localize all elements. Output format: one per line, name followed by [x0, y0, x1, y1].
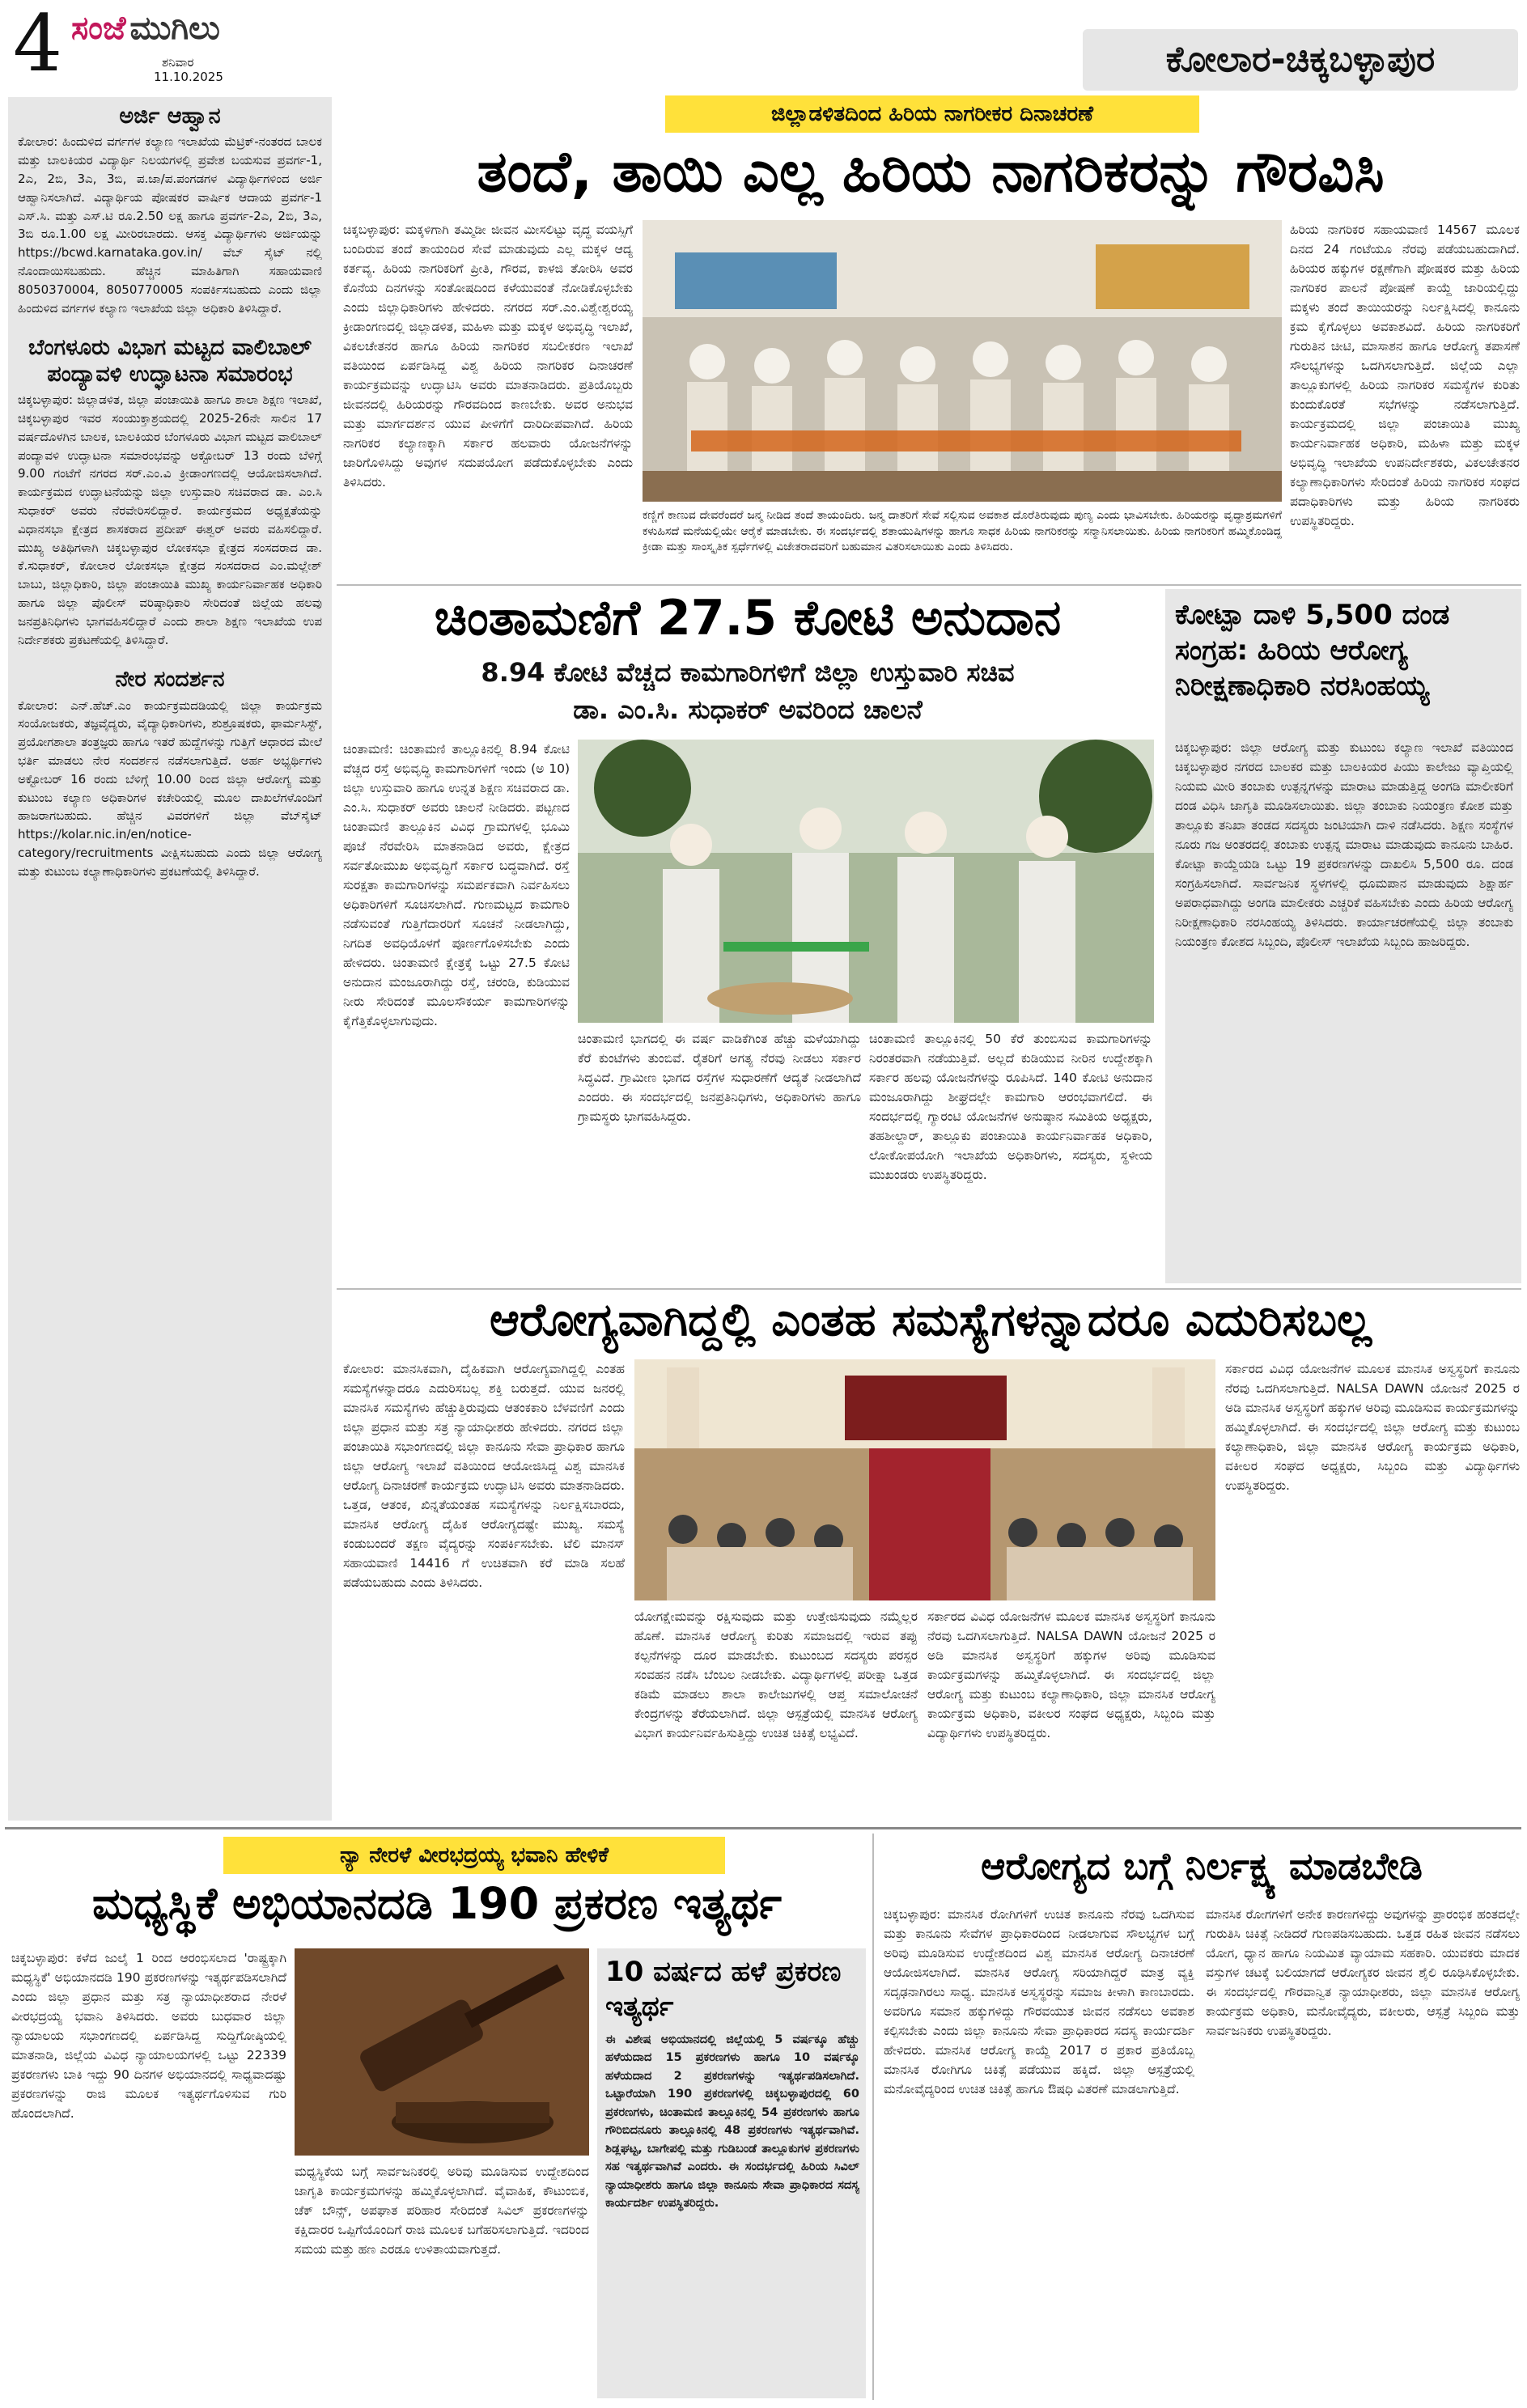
story2-headline: ಚಿಂತಾಮಣಿಗೆ 27.5 ಕೋಟಿ ಅನುದಾನ: [434, 590, 1062, 647]
logo-part1: ಸಂಜೆ: [71, 10, 126, 47]
story4-headline: ಆರೋಗ್ಯವಾಗಿದ್ದಲ್ಲಿ ಎಂತಹ ಸಮಸ್ಯೆಗಳನ್ನಾದರೂ ಎದುರಿಸಬಲ್ಲ: [490, 1294, 1372, 1346]
story5-body-middle: ಮಧ್ಯಸ್ಥಿಕೆಯ ಬಗ್ಗೆ ಸಾರ್ವಜನಿಕರಲ್ಲಿ ಅರಿವು ಮೂಡಿಸುವ ಉದ್ದೇಶದಿಂದ ಜಾಗೃತಿ ಕಾರ್ಯಕ್ರಮಗಳನ್ನು ಹಮ್ಮಿಕೊಳ್ಳಲಾಗಿದೆ. ವೈವಾಹಿಕ, ಕೌಟುಂಬಿಕ, ಚೆಕ್ ಬೌನ್ಸ್, ಅಪಘಾತ ಪರಿಹಾರ ಸೇರಿದಂತೆ ಸಿವಿಲ್ ಪ್ರಕರಣಗಳನ್ನು ಕಕ್ಷಿದಾರರ ಒಪ್ಪಿಗೆಯೊಂದಿಗೆ ರಾಜಿ ಮೂಲಕ ಬಗೆಹರಿಸಲಾಗುತ್ತಿದೆ. ಇದರಿಂದ ಸಮಯ ಮತ್ತು ಹಣ ಎರಡೂ ಉಳಿತಾಯವಾಗುತ್ತದೆ.: [295, 2164, 589, 2258]
story4-body-middle-2: ಸರ್ಕಾರದ ವಿವಿಧ ಯೋಜನೆಗಳ ಮೂಲಕ ಮಾನಸಿಕ ಅಸ್ವಸ್ಥರಿಗೆ ಕಾನೂನು ನೆರವು ಒದಗಿಸಲಾಗುತ್ತಿದೆ. NALSA DAWN ಯೋಜನೆ 2025 ರ ಅಡಿ ಮಾನಸಿಕ ಅಸ್ವಸ್ಥರಿಗೆ ಹಕ್ಕುಗಳ ಅರಿವು ಮೂಡಿಸುವ ಕಾರ್ಯಕ್ರಮಗಳನ್ನು ಹಮ್ಮಿಕೊಳ್ಳಲಾಗಿದೆ. ಈ ಸಂದರ್ಭದಲ್ಲಿ ಜಿಲ್ಲಾ ಆರೋಗ್ಯ ಮತ್ತು ಕುಟುಂಬ ಕಲ್ಯಾಣಾಧಿಕಾರಿ, ಜಿಲ್ಲಾ ಮಾನಸಿಕ ಆರೋಗ್ಯ ಕಾರ್ಯಕ್ರಮ ಅಧಿಕಾರಿ, ವಕೀಲರ ಸಂಘದ ಅಧ್ಯಕ್ಷರು, ಸಿಬ್ಬಂದಿ ಮತ್ತು ವಿದ್ಯಾರ್ಥಿಗಳು ಉಪಸ್ಥಿತರಿದ್ದರು.: [927, 1609, 1215, 1741]
story4-photo: [634, 1359, 1215, 1600]
story2-photo: [578, 740, 1154, 1023]
newspaper-logo: [71, 10, 274, 57]
story3-body: ಚಿಕ್ಕಬಳ್ಳಾಪುರ: ಜಿಲ್ಲಾ ಆರೋಗ್ಯ ಮತ್ತು ಕುಟುಂಬ ಕಲ್ಯಾಣ ಇಲಾಖೆ ವತಿಯಿಂದ ಚಿಕ್ಕಬಳ್ಳಾಪುರ ನಗರದ ಬಾಲಕರ ಮತ್ತು ಬಾಲಕಿಯರ ಪಿಯು ಕಾಲೇಜು ವ್ಯಾಪ್ತಿಯಲ್ಲಿ ನಿಯಮ ಮೀರಿ ತಂಬಾಕು ಉತ್ಪನ್ನಗಳನ್ನು ಮಾರಾಟ ಮಾಡುತ್ತಿದ್ದ ಅಂಗಡಿ ಮಾಲೀಕರಿಗೆ ದಂಡ ವಿಧಿಸಿ ಜಾಗೃತಿ ಮೂಡಿಸಲಾಯಿತು. ಜಿಲ್ಲಾ ತಂಬಾಕು ನಿಯಂತ್ರಣ ಕೋಶ ಮತ್ತು ತಾಲ್ಲೂಕು ತನಿಖಾ ತಂಡದ ಸದಸ್ಯರು ಜಂಟಿಯಾಗಿ ದಾಳಿ ನಡೆಸಿದರು. ಶಿಕ್ಷಣ ಸಂಸ್ಥೆಗಳ ನೂರು ಗಜ ಅಂತರದಲ್ಲಿ ತಂಬಾಕು ಉತ್ಪನ್ನ ಮಾರಾಟ ಮಾಡುವುದು ಕಾನೂನು ಬಾಹಿರ. ಕೋಟ್ಪಾ ಕಾಯ್ದೆಯಡಿ ಒಟ್ಟು 19 ಪ್ರಕರಣಗಳನ್ನು ದಾಖಲಿಸಿ 5,500 ರೂ. ದಂಡ ಸಂಗ್ರಹಿಸಲಾಗಿದೆ. ಸಾರ್ವಜನಿಕ ಸ್ಥಳಗಳಲ್ಲಿ ಧೂಮಪಾನ ಮಾಡುವುದು ಶಿಕ್ಷಾರ್ಹ ಅಪರಾಧವಾಗಿದ್ದು ಅಂಗಡಿ ಮಾಲೀಕರು ಎಚ್ಚರಿಕೆ ವಹಿಸಬೇಕು ಎಂದು ಹಿರಿಯ ಆರೋಗ್ಯ ನಿರೀಕ್ಷಣಾಧಿಕಾರಿ ನರಸಿಂಹಯ್ಯ ತಿಳಿಸಿದರು. ಕಾರ್ಯಾಚರಣೆಯಲ್ಲಿ ಜಿಲ್ಲಾ ತಂಬಾಕು ನಿಯಂತ್ರಣ ಕೋಶದ ಸಿಬ್ಬಂದಿ, ಪೊಲೀಸ್ ಇಲಾಖೆಯ ಸಿಬ್ಬಂದಿ ಹಾಜರಿದ್ದರು.: [1175, 740, 1513, 950]
story6-headline: ಆರೋಗ್ಯದ ಬಗ್ಗೆ ನಿರ್ಲಕ್ಷ್ಯ ಮಾಡಬೇಡಿ: [981, 1844, 1423, 1888]
interview-body: ಕೋಲಾರ: ಎನ್.ಹೆಚ್.ಎಂ ಕಾರ್ಯಕ್ರಮದಡಿಯಲ್ಲಿ ಜಿಲ್ಲಾ ಕಾರ್ಯಕ್ರಮ ಸಂಯೋಜಕರು, ತಜ್ಞವೈದ್ಯರು, ವೈದ್ಯಾಧಿಕಾರಿಗಳು, ಶುಶ್ರೂಷಕರು, ಫಾರ್ಮಸಿಸ್ಟ್, ಪ್ರಯೋಗಶಾಲಾ ತಂತ್ರಜ್ಞರು ಹಾಗೂ ಇತರೆ ಹುದ್ದೆಗಳನ್ನು ಗುತ್ತಿಗೆ ಆಧಾರದ ಮೇಲೆ ಭರ್ತಿ ಮಾಡಲು ನೇರ ಸಂದರ್ಶನ ನಡೆಸಲಾಗುತ್ತಿದೆ. ಅರ್ಹ ಅಭ್ಯರ್ಥಿಗಳು ಅಕ್ಟೋಬರ್ 16 ರಂದು ಬೆಳಿಗ್ಗೆ 10.00 ರಿಂದ ಜಿಲ್ಲಾ ಆರೋಗ್ಯ ಮತ್ತು ಕುಟುಂಬ ಕಲ್ಯಾಣ ಅಧಿಕಾರಿಗಳ ಕಚೇರಿಯಲ್ಲಿ ಮೂಲ ದಾಖಲೆಗಳೊಂದಿಗೆ ಹಾಜರಾಗಬಹುದು. ಹೆಚ್ಚಿನ ವಿವರಗಳಿಗೆ ಜಿಲ್ಲಾ ವೆಬ್‌ಸೈಟ್ https://kolar.nic.in/en/notice-category/recruitments ವೀಕ್ಷಿಸಬಹುದು ಎಂದು ಜಿಲ್ಲಾ ಆರೋಗ್ಯ ಮತ್ತು ಕುಟುಂಬ ಕಲ್ಯಾಣಾಧಿಕಾರಿಗಳು ಪ್ರಕಟಣೆಯಲ್ಲಿ ತಿಳಿಸಿದ್ದಾರೆ.: [18, 697, 322, 879]
story5-kicker: ನ್ಯಾ ನೇರಳೆ ವೀರಭದ್ರಯ್ಯ ಭವಾನಿ ಹೇಳಿಕೆ: [223, 1837, 725, 1874]
story5-body-left: ಚಿಕ್ಕಬಳ್ಳಾಪುರ: ಕಳೆದ ಜುಲೈ 1 ರಿಂದ ಆರಂಭಿಸಲಾದ 'ರಾಷ್ಟ್ರಕ್ಕಾಗಿ ಮಧ್ಯಸ್ಥಿಕೆ' ಅಭಿಯಾನದಡಿ 190 ಪ್ರಕರಣಗಳನ್ನು ಇತ್ಯರ್ಥಪಡಿಸಲಾಗಿದೆ ಎಂದು ಜಿಲ್ಲಾ ಪ್ರಧಾನ ಮತ್ತು ಸತ್ರ ನ್ಯಾಯಾಧೀಶರಾದ ನೇರಳೆ ವೀರಭದ್ರಯ್ಯ ಭವಾನಿ ತಿಳಿಸಿದರು. ಅವರು ಬುಧವಾರ ಜಿಲ್ಲಾ ನ್ಯಾಯಾಲಯ ಸಭಾಂಗಣದಲ್ಲಿ ಏರ್ಪಡಿಸಿದ್ದ ಸುದ್ದಿಗೋಷ್ಠಿಯಲ್ಲಿ ಮಾತನಾಡಿ, ಜಿಲ್ಲೆಯ ವಿವಿಧ ನ್ಯಾಯಾಲಯಗಳಲ್ಲಿ ಒಟ್ಟು 22339 ಪ್ರಕರಣಗಳು ಬಾಕಿ ಇದ್ದು 90 ದಿನಗಳ ಅಭಿಯಾನದಲ್ಲಿ ಸಾಧ್ಯವಾದಷ್ಟು ಪ್ರಕರಣಗಳನ್ನು ರಾಜಿ ಮೂಲಕ ಇತ್ಯರ್ಥಗೊಳಿಸುವ ಗುರಿ ಹೊಂದಲಾಗಿದೆ.: [11, 1951, 286, 2122]
story5-gavel-photo: [295, 1948, 589, 2156]
publication-day: ಶನಿವಾರ: [162, 55, 194, 70]
divider: [337, 1288, 1521, 1290]
story1-body-left: ಚಿಕ್ಕಬಳ್ಳಾಪುರ: ಮಕ್ಕಳಿಗಾಗಿ ತಮ್ಮಿಡೀ ಜೀವನ ಮೀಸಲಿಟ್ಟು ವೃದ್ಧ ವಯಸ್ಸಿಗೆ ಬಂದಿರುವ ತಂದೆ ತಾಯಂದಿರ ಸೇವೆ ಮಾಡುವುದು ಎಲ್ಲ ಮಕ್ಕಳ ಆದ್ಯ ಕರ್ತವ್ಯ. ಹಿರಿಯ ನಾಗರಿಕರಿಗೆ ಪ್ರೀತಿ, ಗೌರವ, ಕಾಳಜಿ ತೋರಿಸಿ ಅವರ ಕೊನೆಯ ದಿನಗಳನ್ನು ಸಂತೋಷದಿಂದ ಕಳೆಯುವಂತೆ ನೋಡಿಕೊಳ್ಳಬೇಕು ಎಂದು ಜಿಲ್ಲಾಧಿಕಾರಿಗಳು ಹೇಳಿದರು. ನಗರದ ಸರ್.ಎಂ.ವಿಶ್ವೇಶ್ವರಯ್ಯ ಕ್ರೀಡಾಂಗಣದಲ್ಲಿ ಜಿಲ್ಲಾಡಳಿತ, ಮಹಿಳಾ ಮತ್ತು ಮಕ್ಕಳ ಅಭಿವೃದ್ಧಿ ಇಲಾಖೆ, ವಿಕಲಚೇತನರ ಹಾಗೂ ಹಿರಿಯ ನಾಗರಿಕರ ಸಬಲೀಕರಣ ಇಲಾಖೆ ವತಿಯಿಂದ ಏರ್ಪಡಿಸಿದ್ದ ವಿಶ್ವ ಹಿರಿಯ ನಾಗರಿಕರ ದಿನಾಚರಣೆ ಕಾರ್ಯಕ್ರಮವನ್ನು ಉದ್ಘಾಟಿಸಿ ಅವರು ಮಾತನಾಡಿದರು. ಪ್ರತಿಯೊಬ್ಬರು ಜೀವನದಲ್ಲಿ ಹಿರಿಯರನ್ನು ಗೌರವದಿಂದ ಕಾಣಬೇಕು. ಅವರ ಅನುಭವ ಮತ್ತು ಮಾರ್ಗದರ್ಶನ ಯುವ ಪೀಳಿಗೆಗೆ ದಾರಿದೀಪವಾಗಿದೆ. ಹಿರಿಯ ನಾಗರಿಕರ ಕಲ್ಯಾಣಕ್ಕಾಗಿ ಸರ್ಕಾರ ಹಲವಾರು ಯೋಜನೆಗಳನ್ನು ಜಾರಿಗೊಳಿಸಿದ್ದು ಅವುಗಳ ಸದುಪಯೋಗ ಪಡೆದುಕೊಳ್ಳಬೇಕು ಎಂದು ತಿಳಿಸಿದರು.: [343, 223, 633, 490]
story2-subhead-2: ಡಾ. ಎಂ.ಸಿ. ಸುಧಾಕರ್ ಅವರಿಂದ ಚಾಲನೆ: [573, 694, 923, 725]
story1-photo-caption: ಕಣ್ಣಿಗೆ ಕಾಣುವ ದೇವರೆಂದರೆ ಜನ್ಮ ನೀಡಿದ ತಂದೆ ತಾಯಂದಿರು. ಜನ್ಮ ದಾತರಿಗೆ ಸೇವೆ ಸಲ್ಲಿಸುವ ಅವಕಾಶ ದೊರೆತಿರುವುದು ಪುಣ್ಯ ಎಂದು ಭಾವಿಸಬೇಕು. ಹಿರಿಯರನ್ನು ವೃದ್ಧಾಶ್ರಮಗಳಿಗೆ ಕಳುಹಿಸದೆ ಮನೆಯಲ್ಲಿಯೇ ಆರೈಕೆ ಮಾಡಬೇಕು. ಈ ಸಂದರ್ಭದಲ್ಲಿ ಶತಾಯುಷಿಗಳನ್ನು ಹಾಗೂ ಸಾಧಕ ಹಿರಿಯ ನಾಗರಿಕರನ್ನು ಸನ್ಮಾನಿಸಲಾಯಿತು. ಹಿರಿಯ ನಾಗರಿಕರಿಗೆ ಹಮ್ಮಿಕೊಂಡಿದ್ದ ಕ್ರೀಡಾ ಮತ್ತು ಸಾಂಸ್ಕೃತಿಕ ಸ್ಪರ್ಧೆಗಳಲ್ಲಿ ವಿಜೇತರಾದವರಿಗೆ ಬಹುಮಾನ ವಿತರಿಸಲಾಯಿತು ಎಂದು ತಿಳಿಸಿದರು.: [643, 509, 1282, 554]
notice-body: ಕೋಲಾರ: ಹಿಂದುಳಿದ ವರ್ಗಗಳ ಕಲ್ಯಾಣ ಇಲಾಖೆಯ ಮೆಟ್ರಿಕ್-ನಂತರದ ಬಾಲಕ ಮತ್ತು ಬಾಲಕಿಯರ ವಿದ್ಯಾರ್ಥಿ ನಿಲಯಗಳಲ್ಲಿ ಪ್ರವೇಶ ಬಯಸುವ ಪ್ರವರ್ಗ-1, 2ಎ, 2ಬಿ, 3ಎ, 3ಬಿ, ಪ.ಜಾ/ಪ.ಪಂಗಡಗಳ ವಿದ್ಯಾರ್ಥಿಗಳಿಂದ ಅರ್ಜಿ ಆಹ್ವಾನಿಸಲಾಗಿದೆ. ವಿದ್ಯಾರ್ಥಿಯ ಪೋಷಕರ ವಾರ್ಷಿಕ ಆದಾಯ ಪ್ರವರ್ಗ-1 ಎಸ್.ಸಿ. ಮತ್ತು ಎಸ್.ಟಿ ರೂ.2.50 ಲಕ್ಷ ಹಾಗೂ ಪ್ರವರ್ಗ-2ಎ, 2ಬಿ, 3ಎ, 3ಬಿ ರೂ.1.00 ಲಕ್ಷ ಮೀರಿರಬಾರದು. ಆಸಕ್ತ ವಿದ್ಯಾರ್ಥಿಗಳು ಅರ್ಜಿಯನ್ನು https://bcwd.karnataka.gov.in/ ವೆಬ್ ಸೈಟ್ ನಲ್ಲಿ ನೊಂದಾಯಿಸಬಹುದು. ಹೆಚ್ಚಿನ ಮಾಹಿತಿಗಾಗಿ ಸಹಾಯವಾಣಿ 8050370004, 8050770005 ಸಂಪರ್ಕಿಸಬಹುದು ಎಂದು ಜಿಲ್ಲಾ ಹಿಂದುಳಿದ ವರ್ಗಗಳ ಕಲ್ಯಾಣ ಇಲಾಖೆಯ ಜಿಲ್ಲಾ ಅಧಿಕಾರಿ ತಿಳಿಸಿದ್ದಾರೆ.: [18, 134, 322, 316]
story2-body-right: ಚಿಂತಾಮಣಿ ತಾಲ್ಲೂಕಿನಲ್ಲಿ 50 ಕೆರೆ ತುಂಬಿಸುವ ಕಾಮಗಾರಿಗಳನ್ನು ನಿರಂತರವಾಗಿ ನಡೆಯುತ್ತಿವೆ. ಅಲ್ಲದೆ ಕುಡಿಯುವ ನೀರಿನ ಉದ್ದೇಶಕ್ಕಾಗಿ ಸರ್ಕಾರ ಹಲವು ಯೋಜನೆಗಳನ್ನು ರೂಪಿಸಿದೆ. 140 ಕೋಟಿ ಅನುದಾನ ಮಂಜೂರಾಗಿದ್ದು ಶೀಘ್ರದಲ್ಲೇ ಕಾಮಗಾರಿ ಆರಂಭವಾಗಲಿದೆ. ಈ ಸಂದರ್ಭದಲ್ಲಿ ಗ್ಯಾರಂಟಿ ಯೋಜನೆಗಳ ಅನುಷ್ಠಾನ ಸಮಿತಿಯ ಅಧ್ಯಕ್ಷರು, ತಹಶೀಲ್ದಾರ್, ತಾಲ್ಲೂಕು ಪಂಚಾಯಿತಿ ಕಾರ್ಯನಿರ್ವಾಹಕ ಅಧಿಕಾರಿ, ಲೋಕೋಪಯೋಗಿ ಇಲಾಖೆಯ ಅಧಿಕಾರಿಗಳು, ಸದಸ್ಯರು, ಸ್ಥಳೀಯ ಮುಖಂಡರು ಉಪಸ್ಥಿತರಿದ್ದರು.: [869, 1032, 1152, 1183]
story2-body-left: ಚಿಂತಾಮಣಿ: ಚಿಂತಾಮಣಿ ತಾಲ್ಲೂಕಿನಲ್ಲಿ 8.94 ಕೋಟಿ ವೆಚ್ಚದ ರಸ್ತೆ ಅಭಿವೃದ್ಧಿ ಕಾಮಗಾರಿಗಳಿಗೆ ಇಂದು (ಅ 10) ಜಿಲ್ಲಾ ಉಸ್ತುವಾರಿ ಹಾಗೂ ಉನ್ನತ ಶಿಕ್ಷಣ ಸಚಿವರಾದ ಡಾ. ಎಂ.ಸಿ. ಸುಧಾಕರ್ ಅವರು ಚಾಲನೆ ನೀಡಿದರು. ಪಟ್ಟಣದ ಚಿಂತಾಮಣಿ ತಾಲ್ಲೂಕಿನ ವಿವಿಧ ಗ್ರಾಮಗಳಲ್ಲಿ ಭೂಮಿ ಪೂಜೆ ನೆರವೇರಿಸಿ ಮಾತನಾಡಿದ ಅವರು, ಕ್ಷೇತ್ರದ ಸರ್ವತೋಮುಖ ಅಭಿವೃದ್ಧಿಗೆ ಸರ್ಕಾರ ಬದ್ಧವಾಗಿದೆ. ರಸ್ತೆ ಸುರಕ್ಷತಾ ಕಾಮಗಾರಿಗಳನ್ನು ಸಮರ್ಪಕವಾಗಿ ನಿರ್ವಹಿಸಲು ಅಧಿಕಾರಿಗಳಿಗೆ ಸೂಚಿಸಲಾಗಿದೆ. ಗುಣಮಟ್ಟದ ಕಾಮಗಾರಿ ನಡೆಸುವಂತೆ ಗುತ್ತಿಗೆದಾರರಿಗೆ ಸೂಚನೆ ನೀಡಲಾಗಿದ್ದು, ನಿಗದಿತ ಅವಧಿಯೊಳಗೆ ಪೂರ್ಣಗೊಳಿಸಬೇಕು ಎಂದು ಹೇಳಿದರು. ಚಿಂತಾಮಣಿ ಕ್ಷೇತ್ರಕ್ಕೆ ಒಟ್ಟು 27.5 ಕೋಟಿ ಅನುದಾನ ಮಂಜೂರಾಗಿದ್ದು ರಸ್ತೆ, ಚರಂಡಿ, ಕುಡಿಯುವ ನೀರು ಸೇರಿದಂತೆ ಮೂಲಸೌಕರ್ಯ ಕಾಮಗಾರಿಗಳನ್ನು ಕೈಗೆತ್ತಿಕೊಳ್ಳಲಾಗುವುದು.: [343, 742, 570, 1029]
story3-headline: ಕೋಟ್ಪಾ ದಾಳಿ 5,500 ದಂಡ ಸಂಗ್ರಹ: ಹಿರಿಯ ಆರೋಗ್ಯ ನಿರೀಕ್ಷಣಾಧಿಕಾರಿ ನರಸಿಂಹಯ್ಯ: [1175, 599, 1450, 703]
publication-date: 11.10.2025: [154, 70, 223, 84]
story1-headline: ತಂದೆ, ತಾಯಿ ಎಲ್ಲ ಹಿರಿಯ ನಾಗರಿಕರನ್ನು ಗೌರವಿಸಿ: [477, 138, 1385, 205]
story5-sidebar-body: ಈ ವಿಶೇಷ ಅಭಿಯಾನದಲ್ಲಿ ಜಿಲ್ಲೆಯಲ್ಲಿ 5 ವರ್ಷಕ್ಕೂ ಹೆಚ್ಚು ಹಳೆಯದಾದ 15 ಪ್ರಕರಣಗಳು ಹಾಗೂ 10 ವರ್ಷಕ್ಕೂ ಹಳೆಯದಾದ 2 ಪ್ರಕರಣಗಳನ್ನು ಇತ್ಯರ್ಥಪಡಿಸಲಾಗಿದೆ. ಒಟ್ಟಾರೆಯಾಗಿ 190 ಪ್ರಕರಣಗಳಲ್ಲಿ ಚಿಕ್ಕಬಳ್ಳಾಪುರದಲ್ಲಿ 60 ಪ್ರಕರಣಗಳು, ಚಿಂತಾಮಣಿ ತಾಲ್ಲೂಕಿನಲ್ಲಿ 54 ಪ್ರಕರಣಗಳು ಹಾಗೂ ಗೌರಿಬಿದನೂರು ತಾಲ್ಲೂಕಿನಲ್ಲಿ 48 ಪ್ರಕರಣಗಳು ಇತ್ಯರ್ಥವಾಗಿವೆ. ಶಿಡ್ಲಘಟ್ಟ, ಬಾಗೇಪಲ್ಲಿ ಮತ್ತು ಗುಡಿಬಂಡೆ ತಾಲ್ಲೂಕುಗಳ ಪ್ರಕರಣಗಳು ಸಹ ಇತ್ಯರ್ಥವಾಗಿವೆ ಎಂದರು. ಈ ಸಂದರ್ಭದಲ್ಲಿ ಹಿರಿಯ ಸಿವಿಲ್ ನ್ಯಾಯಾಧೀಶರು ಹಾಗೂ ಜಿಲ್ಲಾ ಕಾನೂನು ಸೇವಾ ಪ್ರಾಧಿಕಾರದ ಸದಸ್ಯ ಕಾರ್ಯದರ್ಶಿ ಉಪಸ್ಥಿತರಿದ್ದರು.: [605, 2033, 859, 2211]
volleyball-body: ಚಿಕ್ಕಬಳ್ಳಾಪುರ: ಜಿಲ್ಲಾಡಳಿತ, ಜಿಲ್ಲಾ ಪಂಚಾಯಿತಿ ಹಾಗೂ ಶಾಲಾ ಶಿಕ್ಷಣ ಇಲಾಖೆ, ಚಿಕ್ಕಬಳ್ಳಾಪುರ ಇವರ ಸಂಯುಕ್ತಾಶ್ರಯದಲ್ಲಿ 2025-26ನೇ ಸಾಲಿನ 17 ವರ್ಷದೊಳಗಿನ ಬಾಲಕ, ಬಾಲಕಿಯರ ಬೆಂಗಳೂರು ವಿಭಾಗ ಮಟ್ಟದ ವಾಲಿಬಾಲ್ ಪಂದ್ಯಾವಳಿ ಉದ್ಘಾಟನಾ ಸಮಾರಂಭವನ್ನು ಅಕ್ಟೋಬರ್ 13 ರಂದು ಬೆಳಿಗ್ಗೆ 9.00 ಗಂಟೆಗೆ ನಗರದ ಸರ್.ಎಂ.ವಿ ಕ್ರೀಡಾಂಗಣದಲ್ಲಿ ಆಯೋಜಿಸಲಾಗಿದೆ. ಕಾರ್ಯಕ್ರಮದ ಉದ್ಘಾಟನೆಯನ್ನು ಜಿಲ್ಲಾ ಉಸ್ತುವಾರಿ ಸಚಿವರಾದ ಡಾ. ಎಂ.ಸಿ ಸುಧಾಕರ್ ಅವರು ನೆರವೇರಿಸಲಿದ್ದಾರೆ. ಕಾರ್ಯಕ್ರಮದ ಅಧ್ಯಕ್ಷತೆಯನ್ನು ವಿಧಾನಸಭಾ ಕ್ಷೇತ್ರದ ಶಾಸಕರಾದ ಪ್ರದೀಪ್ ಈಶ್ವರ್ ಅವರು ವಹಿಸಲಿದ್ದಾರೆ. ಮುಖ್ಯ ಅತಿಥಿಗಳಾಗಿ ಚಿಕ್ಕಬಳ್ಳಾಪುರ ಲೋಕಸಭಾ ಕ್ಷೇತ್ರದ ಸಂಸದರಾದ ಡಾ. ಕೆ.ಸುಧಾಕರ್, ಕೋಲಾರ ಲೋಕಸಭಾ ಕ್ಷೇತ್ರದ ಸಂಸದರಾದ ಎಂ.ಮಲ್ಲೇಶ್ ಬಾಬು, ಜಿಲ್ಲಾಧಿಕಾರಿ, ಜಿಲ್ಲಾ ಪಂಚಾಯಿತಿ ಮುಖ್ಯ ಕಾರ್ಯನಿರ್ವಾಹಕ ಅಧಿಕಾರಿ ಹಾಗೂ ಜಿಲ್ಲಾ ಪೊಲೀಸ್ ವರಿಷ್ಠಾಧಿಕಾರಿ ಸೇರಿದಂತೆ ಜಿಲ್ಲೆಯ ಹಲವು ಜನಪ್ರತಿನಿಧಿಗಳು ಭಾಗವಹಿಸಲಿದ್ದಾರೆ ಎಂದು ಶಾಲಾ ಶಿಕ್ಷಣ ಇಲಾಖೆಯ ಉಪ ನಿರ್ದೇಶಕರು ಪ್ರಕಟಣೆಯಲ್ಲಿ ತಿಳಿಸಿದ್ದಾರೆ.: [18, 392, 322, 647]
story6-body-left: ಚಿಕ್ಕಬಳ್ಳಾಪುರ: ಮಾನಸಿಕ ರೋಗಿಗಳಿಗೆ ಉಚಿತ ಕಾನೂನು ನೆರವು ಒದಗಿಸುವ ಮತ್ತು ಕಾನೂನು ಸೇವೆಗಳ ಪ್ರಾಧಿಕಾರದಿಂದ ನೀಡಲಾಗುವ ಸೌಲಭ್ಯಗಳ ಬಗ್ಗೆ ಅರಿವು ಮೂಡಿಸುವ ಉದ್ದೇಶದಿಂದ ವಿಶ್ವ ಮಾನಸಿಕ ಆರೋಗ್ಯ ದಿನಾಚರಣೆ ಆಯೋಜಿಸಲಾಗಿದೆ. ಮಾನಸಿಕ ಆರೋಗ್ಯ ಸರಿಯಾಗಿದ್ದರೆ ಮಾತ್ರ ವ್ಯಕ್ತಿ ಸದೃಢನಾಗಿರಲು ಸಾಧ್ಯ. ಮಾನಸಿಕ ಅಸ್ವಸ್ಥರನ್ನು ಸಮಾಜ ಕೀಳಾಗಿ ಕಾಣಬಾರದು. ಅವರಿಗೂ ಸಮಾನ ಹಕ್ಕುಗಳಿದ್ದು ಗೌರವಯುತ ಜೀವನ ನಡೆಸಲು ಅವಕಾಶ ಕಲ್ಪಿಸಬೇಕು ಎಂದು ಜಿಲ್ಲಾ ಕಾನೂನು ಸೇವಾ ಪ್ರಾಧಿಕಾರದ ಸದಸ್ಯ ಕಾರ್ಯದರ್ಶಿ ಹೇಳಿದರು. ಮಾನಸಿಕ ಆರೋಗ್ಯ ಕಾಯ್ದೆ 2017 ರ ಪ್ರಕಾರ ಪ್ರತಿಯೊಬ್ಬ ಮಾನಸಿಕ ರೋಗಿಗೂ ಚಿಕಿತ್ಸೆ ಪಡೆಯುವ ಹಕ್ಕಿದೆ. ಜಿಲ್ಲಾ ಆಸ್ಪತ್ರೆಯಲ್ಲಿ ಮನೋವೈದ್ಯರಿಂದ ಉಚಿತ ಚಿಕಿತ್ಸೆ ಹಾಗೂ ಔಷಧಿ ವಿತರಣೆ ಮಾಡಲಾಗುತ್ತಿದೆ.: [884, 1907, 1194, 2097]
story1-body-right: ಹಿರಿಯ ನಾಗರಿಕರ ಸಹಾಯವಾಣಿ 14567 ಮೂಲಕ ದಿನದ 24 ಗಂಟೆಯೂ ನೆರವು ಪಡೆಯಬಹುದಾಗಿದೆ. ಹಿರಿಯರ ಹಕ್ಕುಗಳ ರಕ್ಷಣೆಗಾಗಿ ಪೋಷಕರ ಮತ್ತು ಹಿರಿಯ ನಾಗರಿಕರ ಪಾಲನೆ ಪೋಷಣೆ ಕಾಯ್ದೆ ಜಾರಿಯಲ್ಲಿದ್ದು ಮಕ್ಕಳು ತಂದೆ ತಾಯಿಯರನ್ನು ನಿರ್ಲಕ್ಷಿಸಿದಲ್ಲಿ ಕಾನೂನು ಕ್ರಮ ಕೈಗೊಳ್ಳಲು ಅವಕಾಶವಿದೆ. ಹಿರಿಯ ನಾಗರಿಕರಿಗೆ ಗುರುತಿನ ಚೀಟಿ, ಮಾಸಾಶನ ಹಾಗೂ ಆರೋಗ್ಯ ತಪಾಸಣೆ ಸೌಲಭ್ಯಗಳನ್ನು ಒದಗಿಸಲಾಗುತ್ತಿದೆ. ಜಿಲ್ಲೆಯ ಎಲ್ಲಾ ತಾಲ್ಲೂಕುಗಳಲ್ಲಿ ಹಿರಿಯ ನಾಗರಿಕರ ಸಮಸ್ಯೆಗಳ ಕುರಿತು ಕುಂದುಕೊರತೆ ಸಭೆಗಳನ್ನು ನಡೆಸಲಾಗುತ್ತಿದೆ. ಕಾರ್ಯಕ್ರಮದಲ್ಲಿ ಜಿಲ್ಲಾ ಪಂಚಾಯಿತಿ ಮುಖ್ಯ ಕಾರ್ಯನಿರ್ವಾಹಕ ಅಧಿಕಾರಿ, ಮಹಿಳಾ ಮತ್ತು ಮಕ್ಕಳ ಅಭಿವೃದ್ಧಿ ಇಲಾಖೆಯ ಉಪನಿರ್ದೇಶಕರು, ವಿಕಲಚೇತನರ ಕಲ್ಯಾಣಾಧಿಕಾರಿಗಳು ಸೇರಿದಂತೆ ಹಿರಿಯ ನಾಗರಿಕರ ಸಂಘದ ಪದಾಧಿಕಾರಿಗಳು ಮತ್ತು ಹಿರಿಯ ನಾಗರಿಕರು ಉಪಸ್ಥಿತರಿದ್ದರು.: [1290, 223, 1520, 529]
interview-title: ನೇರ ಸಂದರ್ಶನ: [115, 667, 225, 693]
story1-kicker: ಜಿಲ್ಲಾಡಳಿತದಿಂದ ಹಿರಿಯ ನಾಗರೀಕರ ದಿನಾಚರಣೆ: [665, 95, 1199, 133]
story4-body-left: ಕೋಲಾರ: ಮಾನಸಿಕವಾಗಿ, ದೈಹಿಕವಾಗಿ ಆರೋಗ್ಯವಾಗಿದ್ದಲ್ಲಿ ಎಂತಹ ಸಮಸ್ಯೆಗಳನ್ನಾದರೂ ಎದುರಿಸಬಲ್ಲ ಶಕ್ತಿ ಬರುತ್ತದೆ. ಯುವ ಜನರಲ್ಲಿ ಮಾನಸಿಕ ಸಮಸ್ಯೆಗಳು ಹೆಚ್ಚುತ್ತಿರುವುದು ಆತಂಕಕಾರಿ ಬೆಳವಣಿಗೆ ಎಂದು ಜಿಲ್ಲಾ ಪ್ರಧಾನ ಮತ್ತು ಸತ್ರ ನ್ಯಾಯಾಧೀಶರು ಹೇಳಿದರು. ನಗರದ ಜಿಲ್ಲಾ ಪಂಚಾಯಿತಿ ಸಭಾಂಗಣದಲ್ಲಿ ಜಿಲ್ಲಾ ಕಾನೂನು ಸೇವಾ ಪ್ರಾಧಿಕಾರ ಹಾಗೂ ಜಿಲ್ಲಾ ಆರೋಗ್ಯ ಇಲಾಖೆ ವತಿಯಿಂದ ಆಯೋಜಿಸಿದ್ದ ವಿಶ್ವ ಮಾನಸಿಕ ಆರೋಗ್ಯ ದಿನಾಚರಣೆ ಕಾರ್ಯಕ್ರಮ ಉದ್ಘಾಟಿಸಿ ಅವರು ಮಾತನಾಡಿದರು. ಒತ್ತಡ, ಆತಂಕ, ಖಿನ್ನತೆಯಂತಹ ಸಮಸ್ಯೆಗಳನ್ನು ನಿರ್ಲಕ್ಷಿಸಬಾರದು, ಮಾನಸಿಕ ಆರೋಗ್ಯ ದೈಹಿಕ ಆರೋಗ್ಯದಷ್ಟೇ ಮುಖ್ಯ. ಸಮಸ್ಯೆ ಕಂಡುಬಂದರೆ ತಕ್ಷಣ ವೈದ್ಯರನ್ನು ಸಂಪರ್ಕಿಸಬೇಕು. ಟೆಲಿ ಮಾನಸ್ ಸಹಾಯವಾಣಿ 14416 ಗೆ ಉಚಿತವಾಗಿ ಕರೆ ಮಾಡಿ ಸಲಹೆ ಪಡೆಯಬಹುದು ಎಂದು ತಿಳಿಸಿದರು.: [343, 1362, 625, 1591]
story5-headline: ಮಧ್ಯಸ್ಥಿಕೆ ಅಭಿಯಾನದಡಿ 190 ಪ್ರಕರಣ ಇತ್ಯರ್ಥ: [91, 1878, 783, 1929]
notice-title: ಅರ್ಜಿ ಆಹ್ವಾನ: [119, 104, 221, 129]
divider: [337, 584, 1521, 586]
volleyball-title: ಬೆಂಗಳೂರು ವಿಭಾಗ ಮಟ್ಟದ ವಾಲಿಬಾಲ್ ಪಂದ್ಯಾವಳಿ ಉದ್ಘಾಟನಾ ಸಮಾರಂಭ: [28, 335, 312, 387]
page-number: 4: [13, 0, 63, 89]
story6-body-right: ಮಾನಸಿಕ ರೋಗಗಳಿಗೆ ಅನೇಕ ಕಾರಣಗಳಿದ್ದು ಅವುಗಳನ್ನು ಪ್ರಾರಂಭಿಕ ಹಂತದಲ್ಲೇ ಗುರುತಿಸಿ ಚಿಕಿತ್ಸೆ ನೀಡಿದರೆ ಗುಣಪಡಿಸಬಹುದು. ಒತ್ತಡ ರಹಿತ ಜೀವನ ನಡೆಸಲು ಯೋಗ, ಧ್ಯಾನ ಹಾಗೂ ನಿಯಮಿತ ವ್ಯಾಯಾಮ ಸಹಕಾರಿ. ಯುವಕರು ಮಾದಕ ವಸ್ತುಗಳ ಚಟಕ್ಕೆ ಬಲಿಯಾಗದೆ ಆರೋಗ್ಯಕರ ಜೀವನ ಶೈಲಿ ರೂಢಿಸಿಕೊಳ್ಳಬೇಕು. ಈ ಸಂದರ್ಭದಲ್ಲಿ ಗೌರವಾನ್ವಿತ ನ್ಯಾಯಾಧೀಶರು, ಜಿಲ್ಲಾ ಮಾನಸಿಕ ಆರೋಗ್ಯ ಕಾರ್ಯಕ್ರಮ ಅಧಿಕಾರಿ, ಮನೋವೈದ್ಯರು, ವಕೀಲರು, ಆಸ್ಪತ್ರೆ ಸಿಬ್ಬಂದಿ ಮತ್ತು ಸಾರ್ವಜನಿಕರು ಉಪಸ್ಥಿತರಿದ್ದರು.: [1206, 1907, 1520, 2039]
story1-photo: [643, 220, 1282, 502]
story4-body-right: ಸರ್ಕಾರದ ವಿವಿಧ ಯೋಜನೆಗಳ ಮೂಲಕ ಮಾನಸಿಕ ಅಸ್ವಸ್ಥರಿಗೆ ಕಾನೂನು ನೆರವು ಒದಗಿಸಲಾಗುತ್ತಿದೆ. NALSA DAWN ಯೋಜನೆ 2025 ರ ಅಡಿ ಮಾನಸಿಕ ಅಸ್ವಸ್ಥರಿಗೆ ಹಕ್ಕುಗಳ ಅರಿವು ಮೂಡಿಸುವ ಕಾರ್ಯಕ್ರಮಗಳನ್ನು ಹಮ್ಮಿಕೊಳ್ಳಲಾಗಿದೆ. ಈ ಸಂದರ್ಭದಲ್ಲಿ ಜಿಲ್ಲಾ ಆರೋಗ್ಯ ಮತ್ತು ಕುಟುಂಬ ಕಲ್ಯಾಣಾಧಿಕಾರಿ, ಜಿಲ್ಲಾ ಮಾನಸಿಕ ಆರೋಗ್ಯ ಕಾರ್ಯಕ್ರಮ ಅಧಿಕಾರಿ, ವಕೀಲರ ಸಂಘದ ಅಧ್ಯಕ್ಷರು, ಸಿಬ್ಬಂದಿ ಮತ್ತು ವಿದ್ಯಾರ್ಥಿಗಳು ಉಪಸ್ಥಿತರಿದ್ದರು.: [1225, 1362, 1520, 1494]
story4-body-middle: ಯೋಗಕ್ಷೇಮವನ್ನು ರಕ್ಷಿಸುವುದು ಮತ್ತು ಉತ್ತೇಜಿಸುವುದು ನಮ್ಮೆಲ್ಲರ ಹೊಣೆ. ಮಾನಸಿಕ ಆರೋಗ್ಯ ಕುರಿತು ಸಮಾಜದಲ್ಲಿ ಇರುವ ತಪ್ಪು ಕಲ್ಪನೆಗಳನ್ನು ದೂರ ಮಾಡಬೇಕು. ಕುಟುಂಬದ ಸದಸ್ಯರು ಪರಸ್ಪರ ಸಂವಹನ ನಡೆಸಿ ಬೆಂಬಲ ನೀಡಬೇಕು. ವಿದ್ಯಾರ್ಥಿಗಳಲ್ಲಿ ಪರೀಕ್ಷಾ ಒತ್ತಡ ಕಡಿಮೆ ಮಾಡಲು ಶಾಲಾ ಕಾಲೇಜುಗಳಲ್ಲಿ ಆಪ್ತ ಸಮಾಲೋಚನೆ ಕೇಂದ್ರಗಳನ್ನು ತೆರೆಯಲಾಗಿದೆ. ಜಿಲ್ಲಾ ಆಸ್ಪತ್ರೆಯಲ್ಲಿ ಮಾನಸಿಕ ಆರೋಗ್ಯ ವಿಭಾಗ ಕಾರ್ಯನಿರ್ವಹಿಸುತ್ತಿದ್ದು ಉಚಿತ ಚಿಕಿತ್ಸೆ ಲಭ್ಯವಿದೆ.: [634, 1609, 918, 1741]
story2-subhead-1: 8.94 ಕೋಟಿ ವೆಚ್ಚದ ಕಾಮಗಾರಿಗಳಿಗೆ ಜಿಲ್ಲಾ ಉಸ್ತುವಾರಿ ಸಚಿವ: [481, 657, 1015, 688]
story5-sidebar-title: 10 ವರ್ಷದ ಹಳೆ ಪ್ರಕರಣ ಇತ್ಯರ್ಥ: [605, 1956, 842, 2023]
story2-body-middle: ಚಿಂತಾಮಣಿ ಭಾಗದಲ್ಲಿ ಈ ವರ್ಷ ವಾಡಿಕೆಗಿಂತ ಹೆಚ್ಚು ಮಳೆಯಾಗಿದ್ದು ಕೆರೆ ಕುಂಟೆಗಳು ತುಂಬಿವೆ. ರೈತರಿಗೆ ಅಗತ್ಯ ನೆರವು ನೀಡಲು ಸರ್ಕಾರ ಸಿದ್ಧವಿದೆ. ಗ್ರಾಮೀಣ ಭಾಗದ ರಸ್ತೆಗಳ ಸುಧಾರಣೆಗೆ ಆದ್ಯತೆ ನೀಡಲಾಗಿದೆ ಎಂದರು. ಈ ಸಂದರ್ಭದಲ್ಲಿ ಜನಪ್ರತಿನಿಧಿಗಳು, ಅಧಿಕಾರಿಗಳು ಹಾಗೂ ಗ್ರಾಮಸ್ಥರು ಭಾಗವಹಿಸಿದ್ದರು.: [578, 1032, 861, 1125]
divider: [872, 1834, 874, 2400]
left-column: [8, 97, 332, 1821]
section-tab: ಕೋಲಾರ-ಚಿಕ್ಕಬಳ್ಳಾಪುರ: [1083, 29, 1518, 91]
logo-part2: ಮುಗಿಲು: [129, 10, 220, 47]
divider: [5, 1827, 1521, 1829]
